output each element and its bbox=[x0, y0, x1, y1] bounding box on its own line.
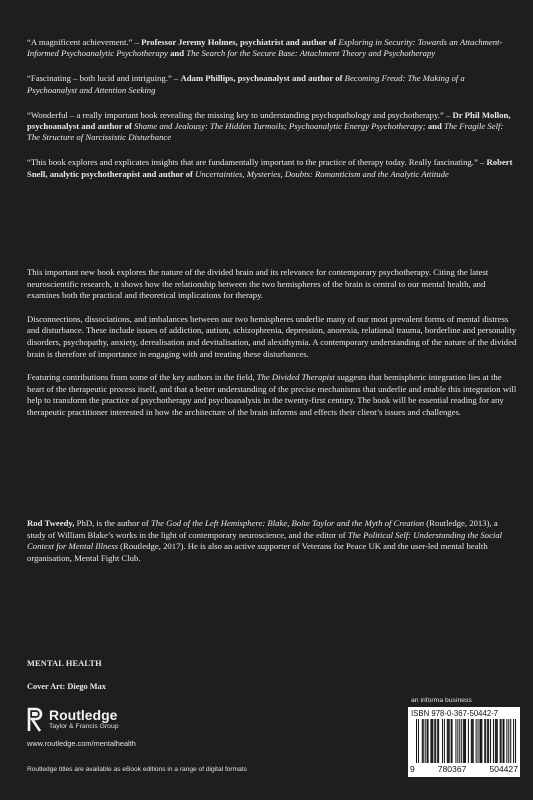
barcode-bar bbox=[471, 719, 472, 763]
endorsements bbox=[27, 37, 517, 194]
barcode-bar bbox=[497, 719, 498, 763]
barcode-digit-group: 780367 bbox=[437, 764, 467, 774]
barcode-bar bbox=[485, 719, 486, 763]
barcode-bars bbox=[408, 719, 520, 767]
barcode-digit-group: 504427 bbox=[489, 764, 518, 774]
barcode-digits bbox=[410, 764, 518, 774]
barcode-bar bbox=[459, 719, 460, 763]
barcode-bar bbox=[504, 719, 505, 763]
barcode-bar bbox=[442, 719, 443, 763]
isbn-barcode bbox=[408, 707, 520, 777]
description-paragraph: This important new book explores the nature of the divided brain and its relevance for contemporary psychotherapy. Citing the latest neuroscientific research, it shows how the relationship between the two hemispheres of the brain is central to our mental health, and examines both the practical and theoretical implications for therapy. bbox=[27, 267, 489, 301]
isbn-number: ISBN 978-0-367-50442-7 bbox=[411, 709, 499, 718]
endorsement-quote: “Fascinating – both lucid and intriguing.” – Adam Phillips, psychoanalyst and author of Becoming Freud: The Making of a Psychoanalyst and Attention Seeking bbox=[27, 73, 465, 95]
barcode-bar bbox=[487, 719, 488, 763]
barcode-bar bbox=[422, 719, 423, 763]
barcode-bar bbox=[455, 719, 456, 763]
barcode-bar bbox=[493, 719, 494, 763]
publisher-logo bbox=[27, 704, 119, 734]
barcode-bar bbox=[416, 719, 417, 763]
endorsement-quote: “A magnificent achievement.” – Professor Jeremy Holmes, psychiatrist and author of Exploring in Security: Towards an Attachment-Informed Psychoanalytic Psychotherapy and The Search for the Secure Base: Attachment Theory and Psychotherapy bbox=[27, 37, 503, 59]
barcode-bar bbox=[457, 719, 458, 763]
barcode-bar bbox=[468, 719, 469, 763]
barcode-bar bbox=[476, 719, 477, 763]
barcode-bar bbox=[418, 719, 419, 763]
barcode-bar bbox=[506, 719, 507, 763]
barcode-bar bbox=[503, 719, 504, 763]
publisher-group: Taylor & Francis Group bbox=[49, 722, 119, 730]
barcode-bar bbox=[510, 719, 511, 763]
barcode-digit-group: 9 bbox=[410, 764, 415, 774]
barcode-bar bbox=[500, 719, 501, 763]
barcode-bar bbox=[479, 719, 480, 763]
barcode-bar bbox=[473, 719, 474, 763]
barcode-bar bbox=[435, 719, 436, 763]
author-bio: Rod Tweedy, PhD, is the author of The God of the Left Hemisphere: Blake, Bolte Taylor and the Myth of Creation (Routledge, 2013), a study of William Blake’s works in the light of contemporary neuroscience, and the editor of The Political Self: Understanding the Social Context for Mental Illness (Routledge, 2017). He is also an active supporter of Veterans for Peace UK and the user-led mental health organisation, Mental Fight Club. bbox=[27, 518, 503, 563]
barcode-bar bbox=[432, 719, 433, 763]
barcode-bar bbox=[495, 719, 496, 763]
barcode-bar bbox=[437, 719, 438, 763]
barcode-bar bbox=[448, 719, 449, 763]
barcode-bar bbox=[444, 719, 445, 763]
barcode-bar bbox=[488, 719, 489, 763]
barcode-bar bbox=[484, 719, 485, 763]
endorsement-quote: “Wonderful – a really important book revealing the missing key to understanding psychopathology and psychotherapy.” – Dr Phil Mollon, psychoanalyst and author of Shame and Jealousy: The Hidden Turmoils; Psychoanalytic Energy Psychotherapy; and The Fragile Self: The Structure of Narcissistic Disturbance bbox=[27, 109, 511, 143]
barcode-bar bbox=[464, 719, 465, 763]
barcode-bar bbox=[449, 719, 450, 763]
subject-category: MENTAL HEALTH bbox=[27, 659, 102, 668]
informa-tagline: an informa business bbox=[411, 697, 472, 704]
barcode-bar bbox=[508, 719, 509, 763]
barcode-bar bbox=[496, 719, 497, 763]
barcode-bar bbox=[423, 719, 424, 763]
barcode-bar bbox=[438, 719, 439, 763]
ebook-note: Routledge titles are available as eBook editions in a range of digital formats bbox=[27, 766, 247, 773]
barcode-bar bbox=[452, 719, 453, 763]
barcode-bar bbox=[425, 719, 426, 763]
publisher-website[interactable]: www.routledge.com/mentalhealth bbox=[27, 739, 136, 748]
barcode-bar bbox=[427, 719, 428, 763]
barcode-bar bbox=[480, 719, 481, 763]
publisher-name: Routledge bbox=[49, 706, 118, 723]
barcode-bar bbox=[428, 719, 429, 763]
barcode-bar bbox=[515, 719, 516, 763]
description-paragraph: Disconnections, dissociations, and imbalances between our two hemispheres underlie many of our most prevalent forms of mental distress and disturbance. These include issues of addiction, autism, schizophrenia, depression, anorexia, relational trauma, borderline and personality disorders, psychopathy, anxiety, derealisation and devitalisation, and alexithymia. A contemporary understanding of the nature of the divided brain is therefore of importance in engaging with and treating these disturbances. bbox=[27, 313, 517, 359]
barcode-bar bbox=[461, 719, 462, 763]
barcode-bar bbox=[501, 719, 502, 763]
barcode-bar bbox=[465, 719, 466, 763]
barcode-bar bbox=[463, 719, 464, 763]
cover-art-credit: Cover Art: Diego Max bbox=[27, 682, 106, 691]
barcode-bar bbox=[513, 719, 514, 763]
barcode-bar bbox=[430, 719, 431, 763]
barcode-bar bbox=[447, 719, 448, 763]
barcode-bar bbox=[472, 719, 473, 763]
barcode-bar bbox=[451, 719, 452, 763]
barcode-bar bbox=[481, 719, 482, 763]
book-description bbox=[27, 267, 517, 431]
routledge-r-icon bbox=[27, 706, 43, 732]
barcode-bar bbox=[490, 719, 491, 763]
barcode-bar bbox=[434, 719, 435, 763]
barcode-bar bbox=[431, 719, 432, 763]
barcode-bar bbox=[478, 719, 479, 763]
description-paragraph: Featuring contributions from some of the key authors in the field, The Divided Therapist suggests that hemispheric integration lies at the heart of the therapeutic process itself, and that a better understanding of the precise mechanisms that underlie and enable this integration will help to transform the practice of psychotherapy and psychoanalysis in the twenty-first century. The book will be essential reading for any therapeutic practitioner interested in how the architecture of the brain informs and effects their client’s issues and challenges. bbox=[27, 372, 517, 417]
endorsement-quote: “This book explores and explicates insights that are fundamentally important to the practice of therapy today. Really fascinating.” – Robert Snell, analytic psychotherapist and author of Uncertainties, Mysteries, Doubts: Romanticism and the Analytic Attitude bbox=[27, 157, 513, 179]
